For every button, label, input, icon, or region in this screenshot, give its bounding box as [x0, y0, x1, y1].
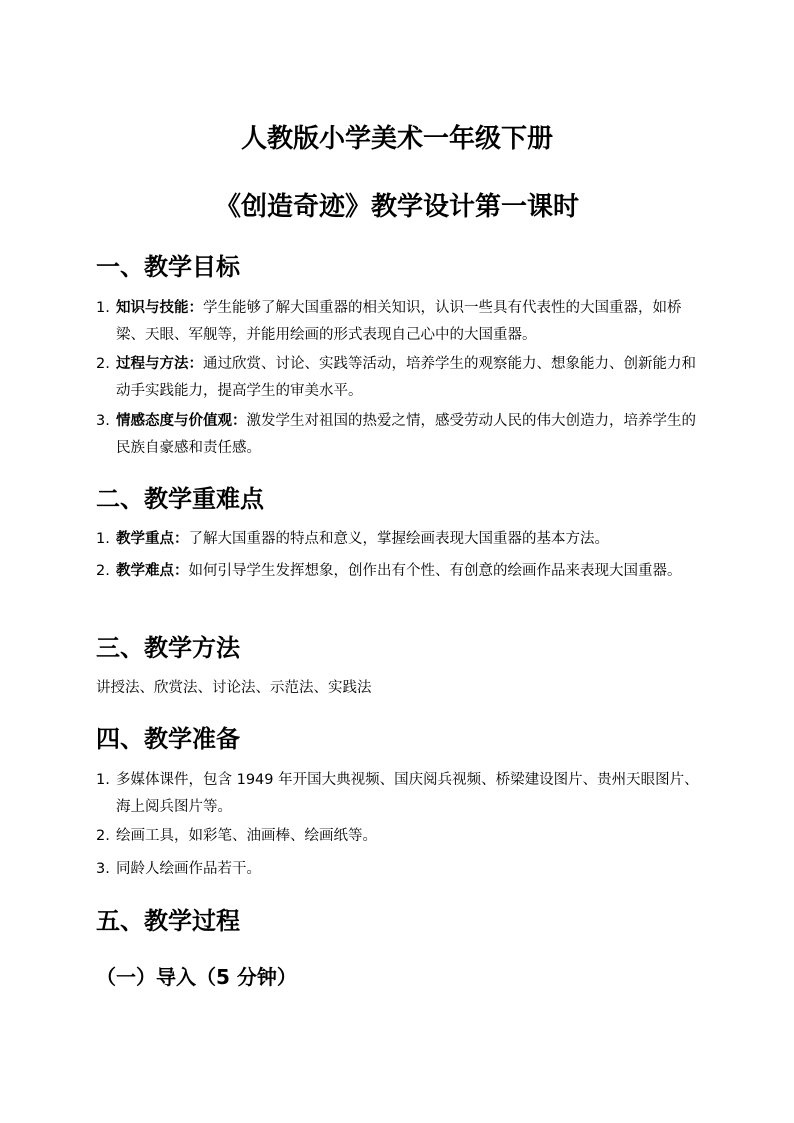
- section-heading-methods: 三、教学方法: [96, 634, 240, 662]
- goal-item: [96, 408, 700, 462]
- key-point-item: [96, 526, 700, 553]
- item-number: 1.: [96, 300, 110, 316]
- item-label: 教学重点：: [116, 531, 189, 547]
- item-text: 激发学生对祖国的热爱之情，感受劳动人民的伟大创造力，培养学生的民族自豪感和责任感。: [116, 413, 696, 456]
- preparation-item: [96, 767, 700, 821]
- item-number: 3.: [96, 413, 110, 429]
- key-point-item: [96, 558, 700, 585]
- section-heading-process: 五、教学过程: [96, 907, 240, 935]
- item-number: 2.: [96, 828, 110, 844]
- item-number: 2.: [96, 356, 110, 372]
- item-label: 情感态度与价值观：: [116, 413, 247, 429]
- item-number: 1.: [96, 531, 110, 547]
- item-text: 如何引导学生发挥想象，创作出有个性、有创意的绘画作品来表现大国重器。: [188, 563, 682, 579]
- goal-item: [96, 351, 700, 405]
- preparation-item: [96, 823, 700, 850]
- document-subtitle: 《创造奇迹》教学设计第一课时: [214, 192, 579, 222]
- item-text: 了解大国重器的特点和意义，掌握绘画表现大国重器的基本方法。: [188, 531, 609, 547]
- preparation-item: [96, 856, 700, 883]
- item-label: 过程与方法：: [116, 356, 203, 372]
- item-text: 绘画工具，如彩笔、油画棒、绘画纸等。: [116, 828, 377, 844]
- item-text: 通过欣赏、讨论、实践等活动，培养学生的观察能力、想象能力、创新能力和动手实践能力，提高学生的审美水平。: [116, 356, 696, 399]
- document-title: 人教版小学美术一年级下册: [240, 124, 553, 154]
- item-number: 1.: [96, 772, 110, 788]
- item-label: 知识与技能：: [116, 300, 203, 316]
- item-number: 3.: [96, 861, 110, 877]
- item-text: 同龄人绘画作品若干。: [116, 861, 261, 877]
- section-heading-key-points: 二、教学重难点: [96, 485, 264, 513]
- section-heading-preparation: 四、教学准备: [96, 725, 240, 753]
- item-text: 多媒体课件，包含 1949 年开国大典视频、国庆阅兵视频、桥梁建设图片、贵州天眼图片、海上阅兵图片等。: [116, 772, 699, 815]
- goal-item: [96, 295, 700, 349]
- methods-text: 讲授法、欣赏法、讨论法、示范法、实践法: [96, 680, 372, 696]
- item-text: 学生能够了解大国重器的相关知识，认识一些具有代表性的大国重器，如桥梁、天眼、军舰等，并能用绘画的形式表现自己心中的大国重器。: [116, 300, 682, 343]
- item-label: 教学难点：: [116, 563, 189, 579]
- process-sub-heading: （一）导入（5 分钟）: [96, 965, 297, 989]
- section-heading-goals: 一、教学目标: [96, 253, 240, 281]
- item-number: 2.: [96, 563, 110, 579]
